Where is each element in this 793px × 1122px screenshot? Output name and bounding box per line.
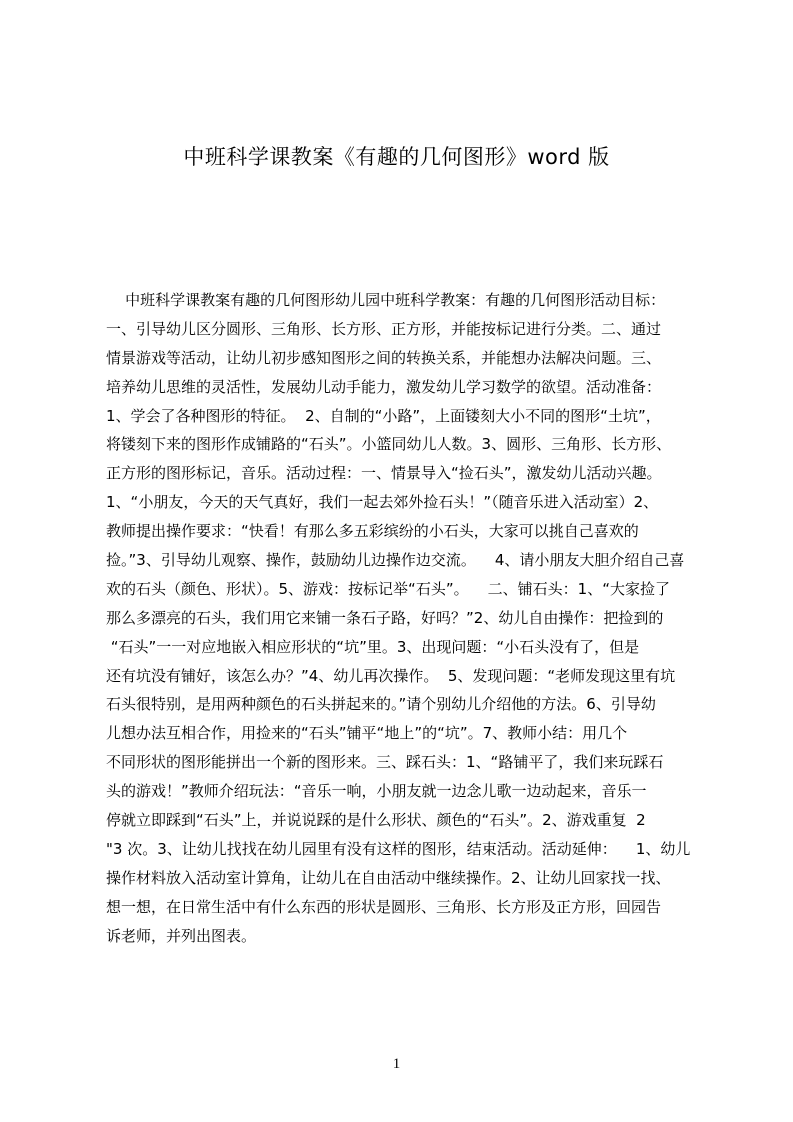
body-line: 1、学会了各种图形的特征。 2、自制的“小路”，上面镂刻大小不同的图形“土坑”，: [106, 406, 661, 425]
body-line: 一、引导幼儿区分圆形、三角形、长方形、正方形，并能按标记进行分类。二、通过: [106, 319, 662, 338]
page-number: 1: [392, 1056, 401, 1072]
body-line: 诉老师，并列出图表。: [106, 926, 257, 945]
body-line: 将镂刻下来的图形作成铺路的“石头”。小篮同幼儿人数。3、圆形、三角形、长方形、: [106, 435, 672, 454]
document-body: [106, 286, 716, 950]
body-line: 停就立即踩到“石头”上，并说说踩的是什么形状、颜色的“石头”。2、游戏重复 2: [106, 811, 646, 830]
body-line: 石头很特别，是用两种颜色的石头拼起来的。”请个别幼儿介绍他的方法。6、引导幼: [106, 695, 656, 714]
body-line: 1、“小朋友，今天的天气真好，我们一起去郊外捡石头！”（随音乐进入活动室）2、: [106, 493, 659, 512]
body-line: 不同形状的图形能拼出一个新的图形来。三、踩石头：1、“路铺平了，我们来玩踩石: [106, 753, 664, 772]
body-line: “石头”一一对应地嵌入相应形状的“坑”里。3、出现问题：“小石头没有了，但是: [106, 637, 640, 656]
body-line: 欢的石头（颜色、形状）。5、游戏：按标记举“石头”。 二、铺石头：1、“大家捡了: [106, 579, 670, 598]
body-line: 正方形的图形标记，音乐。活动过程：一、情景导入“捡石头”，激发幼儿活动兴趣。: [106, 464, 662, 483]
body-line: 中班科学课教案有趣的几何图形幼儿园中班科学教案：有趣的几何图形活动目标：: [106, 291, 666, 309]
body-line: 培养幼儿思维的灵活性，发展幼儿动手能力，激发幼儿学习数学的欲望。活动准备：: [106, 377, 662, 396]
body-line: 还有坑没有铺好，该怎么办？”4、幼儿再次操作。 5、发现问题：“老师发现这里有坑: [106, 666, 676, 685]
body-line: 教师提出操作要求：“快看！有那么多五彩缤纷的小石头，大家可以挑自己喜欢的: [106, 522, 639, 541]
body-line: 头的游戏！”教师介绍玩法：“音乐一响，小朋友就一边念儿歌一边动起来，音乐一: [106, 782, 647, 801]
body-line: "3 次。3、让幼儿找找在幼儿园里有没有这样的图形，结束活动。活动延伸： 1、幼儿: [106, 839, 691, 858]
body-line: 儿想办法互相合作，用捡来的“石头”铺平“地上”的“坑”。7、教师小结：用几个: [106, 724, 628, 743]
body-line: 捡。”3、引导幼儿观察、操作，鼓励幼儿边操作边交流。 4、请小朋友大胆介绍自己喜: [106, 551, 685, 570]
body-line: 操作材料放入活动室计算角，让幼儿在自由活动中继续操作。2、让幼儿回家找一找、: [106, 868, 671, 887]
body-line: 想一想，在日常生活中有什么东西的形状是圆形、三角形、长方形及正方形，回园告: [106, 897, 662, 916]
document-title: 中班科学课教案《有趣的几何图形》word 版: [183, 145, 610, 169]
body-line: 那么多漂亮的石头，我们用它来铺一条石子路，好吗？”2、幼儿自由操作：把捡到的: [106, 608, 664, 627]
body-line: 情景游戏等活动，让幼儿初步感知图形之间的转换关系，并能想办法解决问题。三、: [106, 348, 662, 367]
